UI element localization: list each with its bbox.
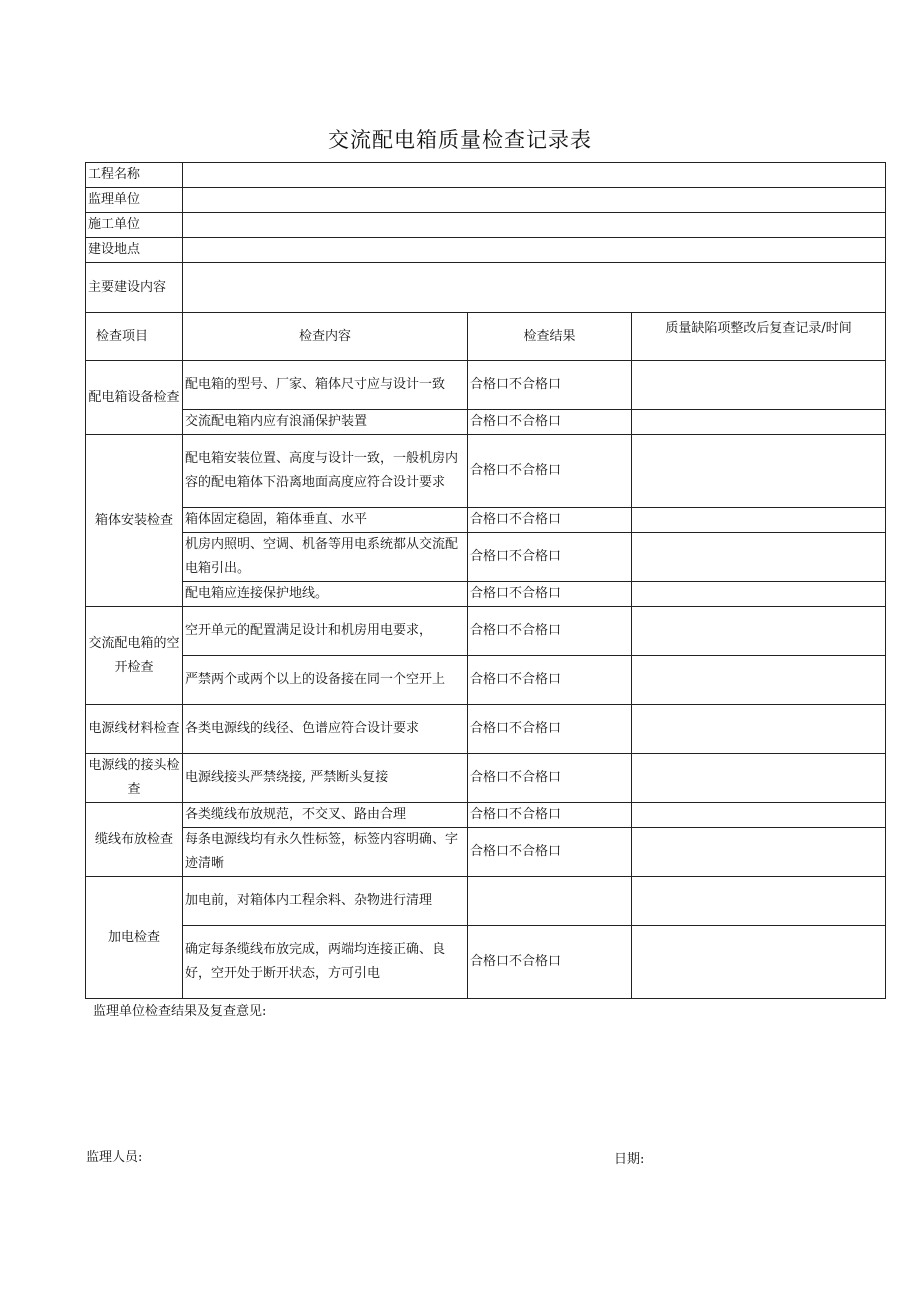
supervision-opinion-label: 监理单位检查结果及复查意见: (93, 1004, 267, 1019)
inspection-table (85, 162, 886, 999)
table-row (86, 410, 886, 435)
header-content: 检查内容 (183, 313, 468, 361)
check-item: 加电检查 (86, 877, 183, 999)
record-cell[interactable] (632, 361, 886, 410)
construction-unit-label: 施工单位 (86, 213, 183, 238)
check-content: 确定每条缆线布放完成，两端均连接正确、良好，空开处于断开状态，方可引电 (183, 926, 468, 999)
header-result: 检查结果 (468, 313, 632, 361)
check-result[interactable]: 合格口不合格口 (468, 435, 632, 508)
info-row (86, 238, 886, 263)
supervisor-label: 监理人员: (86, 1150, 143, 1165)
check-item: 电源线的接头检查 (86, 754, 183, 803)
table-row (86, 828, 886, 877)
table-row (86, 656, 886, 705)
check-content: 电源线接头严禁绕接, 严禁断头复接 (183, 754, 468, 803)
record-cell[interactable] (632, 410, 886, 435)
check-content: 空开单元的配置满足设计和机房用电要求， (183, 607, 468, 656)
info-row (86, 188, 886, 213)
table-row (86, 361, 886, 410)
check-item: 缆线布放检查 (86, 803, 183, 877)
project-name-label: 工程名称 (86, 163, 183, 188)
check-result[interactable]: 合格口不合格口 (468, 926, 632, 999)
table-row (86, 582, 886, 607)
check-result[interactable]: 合格口不合格口 (468, 361, 632, 410)
check-content: 交流配电箱内应有浪涌保护装置 (183, 410, 468, 435)
check-result[interactable]: 合格口不合格口 (468, 410, 632, 435)
record-cell[interactable] (632, 435, 886, 508)
check-content: 每条电源线均有永久性标签，标签内容明确、字迹清晰 (183, 828, 468, 877)
project-name-field[interactable] (183, 163, 886, 188)
record-cell[interactable] (632, 607, 886, 656)
check-result[interactable]: 合格口不合格口 (468, 582, 632, 607)
header-record: 质量缺陷项整改后复查记录/时间 (632, 313, 886, 361)
check-content: 配电箱安装位置、高度与设计一致，一般机房内容的配电箱体下沿离地面高度应符合设计要求 (183, 435, 468, 508)
table-row (86, 435, 886, 508)
record-cell[interactable] (632, 754, 886, 803)
check-result[interactable]: 合格口不合格口 (468, 705, 632, 754)
info-row (86, 263, 886, 313)
record-cell[interactable] (632, 705, 886, 754)
check-result[interactable]: 合格口不合格口 (468, 828, 632, 877)
table-row (86, 803, 886, 828)
construction-unit-field[interactable] (183, 213, 886, 238)
check-item: 交流配电箱的空开检查 (86, 607, 183, 705)
record-cell[interactable] (632, 803, 886, 828)
check-result[interactable]: 合格口不合格口 (468, 508, 632, 533)
table-row (86, 607, 886, 656)
check-result[interactable]: 合格口不合格口 (468, 656, 632, 705)
site-location-label: 建设地点 (86, 238, 183, 263)
check-content: 加电前，对箱体内工程余料、杂物进行清理 (183, 877, 468, 926)
site-location-field[interactable] (183, 238, 886, 263)
main-content-label: 主要建设内容 (86, 263, 183, 313)
check-item: 箱体安装检查 (86, 435, 183, 607)
table-row (86, 533, 886, 582)
check-result[interactable] (468, 877, 632, 926)
check-content: 箱体固定稳固，箱体垂直、水平 (183, 508, 468, 533)
table-row (86, 877, 886, 926)
check-result[interactable]: 合格口不合格口 (468, 607, 632, 656)
info-row (86, 213, 886, 238)
page-title: 交流配电箱质量检查记录表 (328, 128, 592, 152)
table-row (86, 508, 886, 533)
check-item: 配电箱设备检查 (86, 361, 183, 435)
record-cell[interactable] (632, 828, 886, 877)
check-content: 严禁两个或两个以上的设备接在同一个空开上 (183, 656, 468, 705)
main-content-field[interactable] (183, 263, 886, 313)
record-cell[interactable] (632, 656, 886, 705)
table-row (86, 926, 886, 999)
record-cell[interactable] (632, 877, 886, 926)
supervision-unit-label: 监理单位 (86, 188, 183, 213)
check-result[interactable]: 合格口不合格口 (468, 533, 632, 582)
info-row (86, 163, 886, 188)
supervision-unit-field[interactable] (183, 188, 886, 213)
check-content: 配电箱应连接保护地线。 (183, 582, 468, 607)
check-content: 各类缆线布放规范，不交叉、路由合理 (183, 803, 468, 828)
record-cell[interactable] (632, 582, 886, 607)
check-content: 机房内照明、空调、机备等用电系统都从交流配电箱引出。 (183, 533, 468, 582)
record-cell[interactable] (632, 533, 886, 582)
record-cell[interactable] (632, 926, 886, 999)
table-row (86, 705, 886, 754)
check-content: 各类电源线的线径、色谱应符合设计要求 (183, 705, 468, 754)
header-row (86, 313, 886, 361)
date-label: 日期: (614, 1152, 645, 1167)
check-result[interactable]: 合格口不合格口 (468, 754, 632, 803)
header-item: 检查项目 (86, 313, 183, 361)
table-row (86, 754, 886, 803)
check-content: 配电箱的型号、厂家、箱体尺寸应与设计一致 (183, 361, 468, 410)
record-cell[interactable] (632, 508, 886, 533)
check-item: 电源线材料检查 (86, 705, 183, 754)
check-result[interactable]: 合格口不合格口 (468, 803, 632, 828)
